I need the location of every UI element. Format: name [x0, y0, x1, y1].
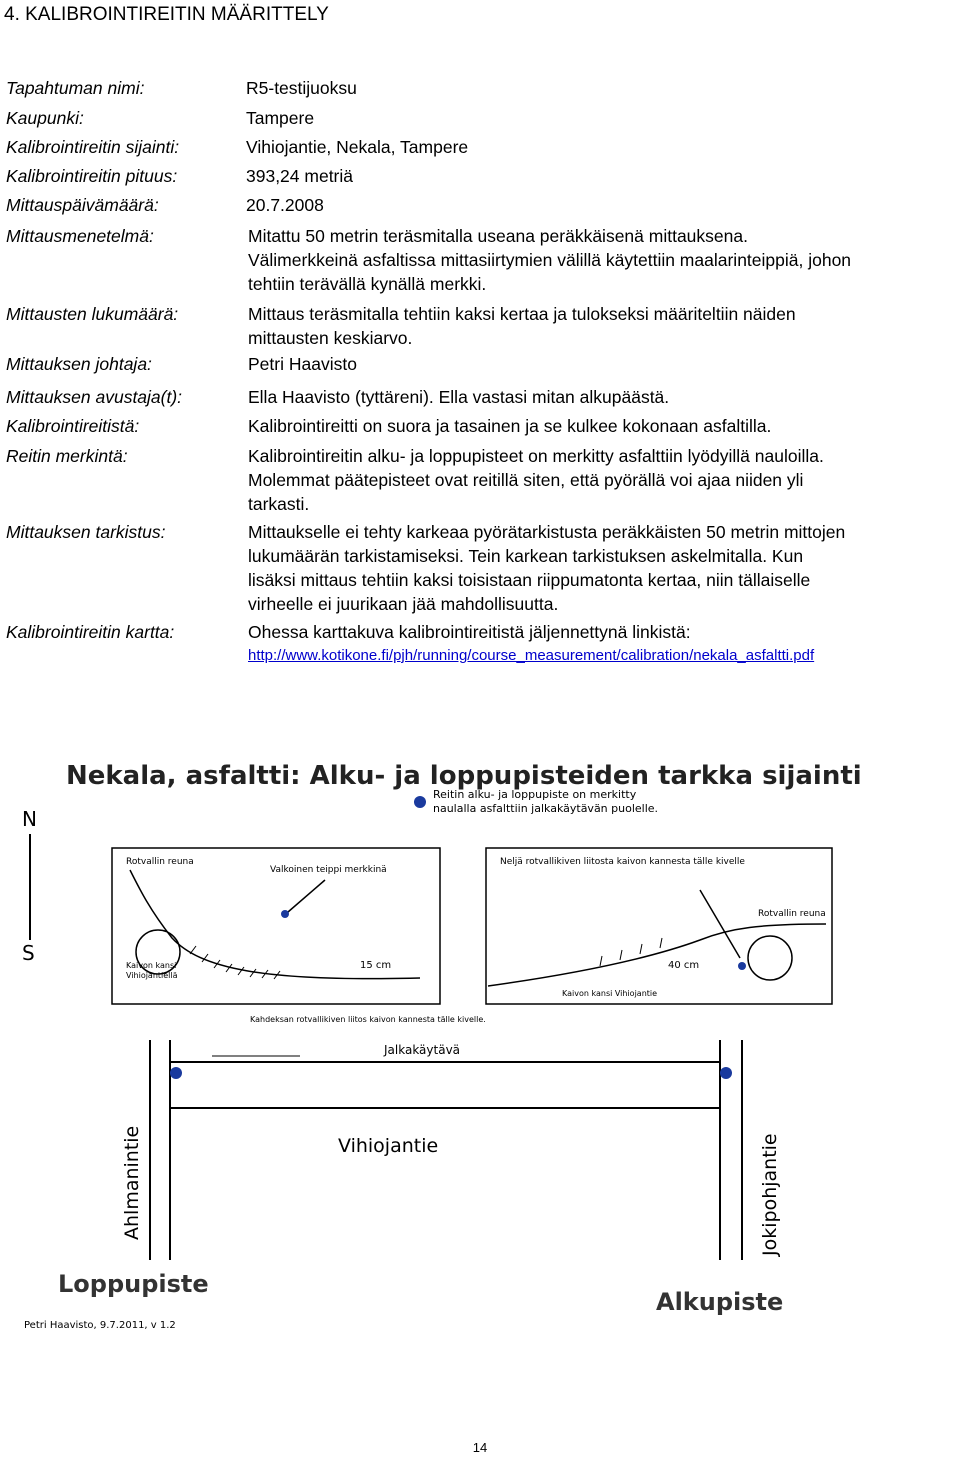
sidewalk-label: Jalkakäytävä — [384, 1043, 461, 1057]
field-value — [248, 620, 956, 668]
route-map-drawing — [0, 740, 960, 1340]
dist-40-label: 40 cm — [668, 960, 700, 971]
field-value — [248, 302, 956, 350]
field-label: Mittauksen tarkistus: — [6, 522, 166, 542]
field-value — [248, 224, 956, 296]
field-value — [248, 352, 956, 376]
field-value-line: Ella Haavisto (tyttäreni). Ella vastasi mitan alkupäästä. — [248, 387, 670, 407]
field-value — [246, 164, 956, 188]
field-value-line: lisäksi mittaus tehtiin kaksi toisistaan riippumatonta kertaa, niin tällaiselle — [248, 570, 811, 590]
compass-south-label: S — [22, 941, 35, 965]
field-value — [248, 444, 956, 516]
left-curb-label: Rotvallin reuna — [126, 857, 194, 867]
compass-north-label: N — [22, 807, 37, 831]
section-heading: 4. KALIBROINTIREITIN MÄÄRITTELY — [4, 4, 329, 25]
field-value — [246, 193, 956, 217]
field-value-line: Ohessa karttakuva kalibrointireitistä jäljennettynä linkistä: — [248, 622, 691, 642]
legend-text-2: naulalla asfalttiin jalkakäytävän puolelle. — [433, 802, 659, 815]
left-manhole-label-1: Kaivon kansi — [126, 961, 177, 970]
right-marker-icon — [738, 962, 746, 970]
field-label: Kalibrointireitin sijainti: — [6, 137, 180, 157]
end-point-label: Loppupiste — [58, 1270, 209, 1298]
end-point-icon — [170, 1067, 182, 1079]
start-point-label: Alkupiste — [656, 1288, 784, 1316]
field-label: Mittauksen avustaja(t): — [6, 387, 183, 407]
field-value-line: Tampere — [246, 108, 315, 128]
field-value-line: Molemmat päätepisteet ovat reitillä siten, että pyörällä voi ajaa niiden yli — [248, 470, 804, 490]
road-right-label: Jokipohjantie — [759, 1133, 781, 1256]
right-curb-line — [488, 924, 826, 986]
legend-marker-icon — [414, 796, 426, 808]
field-value-line: Petri Haavisto — [248, 354, 357, 374]
field-value-line: virheelle ei juurikaan jää mahdollisuutta. — [248, 594, 559, 614]
field-value-line: 393,24 metriä — [246, 166, 354, 186]
field-value — [246, 76, 956, 100]
legend-text-1: Reitin alku- ja loppupiste on merkitty — [433, 788, 637, 801]
field-label: Mittausmenetelmä: — [6, 226, 154, 246]
page-number: 14 — [472, 1440, 488, 1455]
field-label: Kalibrointireitin kartta: — [6, 622, 175, 642]
field-value-line: R5-testijuoksu — [246, 78, 357, 98]
field-value-line: Kalibrointireitin alku- ja loppupisteet on merkitty asfalttiin lyödyillä nauloilla. — [248, 446, 824, 466]
field-value-line: Kalibrointireitti on suora ja tasainen ja se kulkee kokonaan asfaltilla. — [248, 416, 772, 436]
field-value-line: Mitattu 50 metrin teräsmitalla useana peräkkäisenä mittauksena. — [248, 226, 748, 246]
tape-marker-icon — [281, 910, 289, 918]
road-main-label: Vihiojantie — [338, 1135, 439, 1157]
field-label: Tapahtuman nimi: — [6, 78, 145, 98]
field-label: Mittausten lukumäärä: — [6, 304, 179, 324]
field-value-line: 20.7.2008 — [246, 195, 324, 215]
right-note: Neljä rotvallikiven liitosta kaivon kannesta tälle kivelle — [500, 857, 745, 867]
field-label: Mittauksen johtaja: — [6, 354, 152, 374]
field-value-line: lukumäärän tarkistamiseksi. Tein karkean tarkistuksen askelmitalla. Kun — [248, 546, 804, 566]
route-map — [0, 740, 960, 1340]
road-left-label: Ahlmanintie — [121, 1125, 143, 1240]
field-label: Kaupunki: — [6, 108, 84, 128]
field-value-line: Vihiojantie, Nekala, Tampere — [246, 137, 469, 157]
field-value-line: Välimerkkeinä asfaltissa mittasiirtymien välillä käytettiin maalarinteippiä, johon — [248, 250, 852, 270]
field-value-line: mittausten keskiarvo. — [248, 328, 413, 348]
right-detail-box — [486, 848, 832, 1004]
field-label: Reitin merkintä: — [6, 446, 128, 466]
map-credit: Petri Haavisto, 9.7.2011, v 1.2 — [24, 1320, 176, 1331]
field-value — [248, 414, 956, 438]
field-value-line: Mittaukselle ei tehty karkeaa pyörätarkistusta peräkkäisten 50 metrin mittojen — [248, 522, 846, 542]
field-value — [248, 385, 956, 409]
start-point-icon — [720, 1067, 732, 1079]
map-title: Nekala, asfaltti: Alku- ja loppupisteiden tarkka sijainti — [66, 761, 862, 791]
right-manhole-label: Kaivon kansi Vihiojantie — [562, 989, 658, 998]
right-manhole-icon — [748, 936, 792, 980]
field-value-line: Mittaus teräsmitalla tehtiin kaksi kertaa ja tulokseksi määriteltiin näiden — [248, 304, 796, 324]
field-value-line: tarkasti. — [248, 494, 310, 514]
field-value — [246, 106, 956, 130]
right-curb-label: Rotvallin reuna — [758, 909, 826, 919]
tape-arrow — [288, 880, 325, 912]
field-value — [248, 520, 956, 616]
field-label: Kalibrointireitistä: — [6, 416, 140, 436]
left-note-1: Kahdeksan rotvallikiven liitos kaivon kannesta tälle kivelle. — [250, 1015, 486, 1024]
left-manhole-label-2: Vihiojantiellä — [126, 971, 178, 980]
right-arrow — [700, 890, 740, 958]
dist-15-label: 15 cm — [360, 960, 392, 971]
field-value-line: tehtiin terävällä kynällä merkki. — [248, 274, 487, 294]
field-label: Mittauspäivämäärä: — [6, 195, 159, 215]
field-label: Kalibrointireitin pituus: — [6, 166, 178, 186]
field-value — [246, 135, 956, 159]
tape-label: Valkoinen teippi merkkinä — [270, 865, 387, 875]
map-source-link[interactable]: http://www.kotikone.fi/pjh/running/course_measurement/calibration/nekala_asfaltti.pdf — [248, 647, 815, 664]
